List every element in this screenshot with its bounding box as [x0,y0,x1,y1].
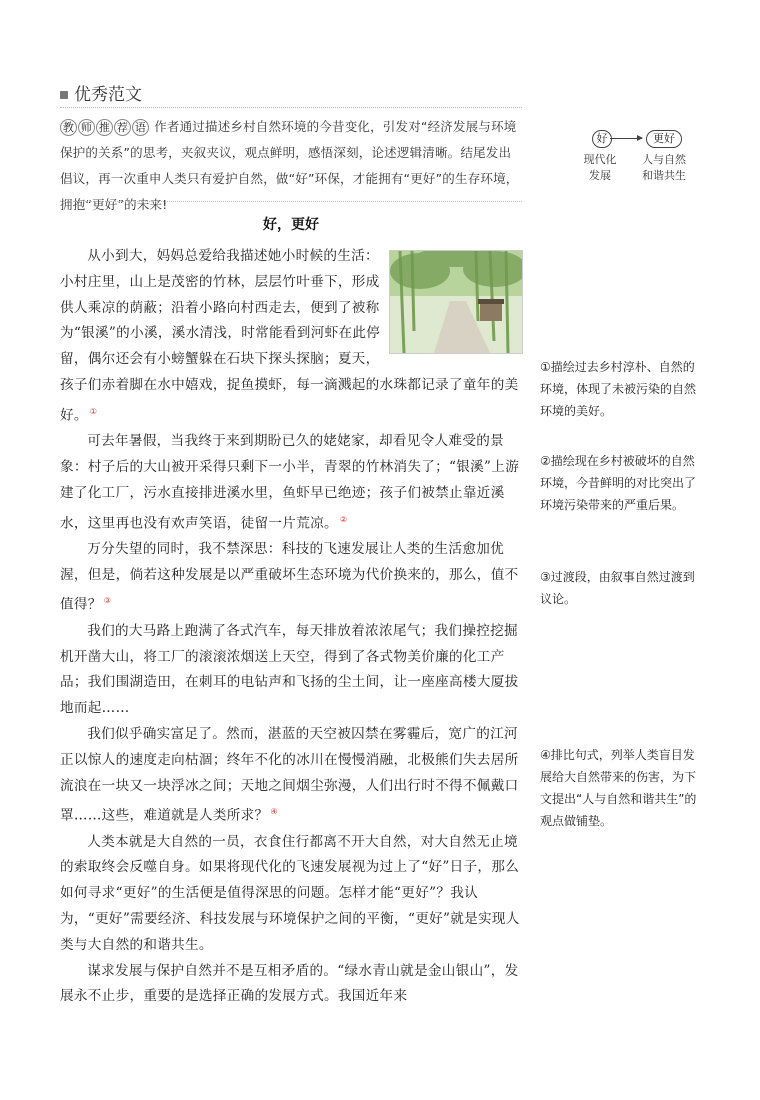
intro-text: 作者通过描述乡村自然环境的今昔变化，引发对“经济发展与环境保护的关系”的思考，夹叙夹议，观点鲜明，感悟深刻，论述逻辑清晰。结尾发出倡议，再一次重申人类只有爱护自然，做“好”环保，才能拥有“更好”的生存环境，拥抱“更好”的未来! [60,119,519,212]
divider-top [60,107,522,108]
teacher-recommendation [60,114,522,218]
paragraph [60,619,523,722]
paragraph [60,959,523,1011]
essay-title: 好，更好 [263,217,319,233]
paragraph-text: 可去年暑假，当我终于来到期盼已久的姥姥家，却看见令人难受的景象：村子后的大山被开采得只剩下一小半，青翠的竹林消失了；“银溪”上游建了化工厂，污水直接排进溪水里，鱼虾早已绝迹；孩子们被禁止靠近溪水，这里再也没有欢声笑语，徒留一片荒凉。 [60,433,520,532]
node-better: 更好 [646,130,682,148]
paragraph [60,722,523,830]
section-title [60,80,142,105]
margin-note: ②描绘现在乡村被破坏的自然环境，今昔鲜明的对比突出了环境污染带来的严重后果。 [540,454,697,512]
paragraph-text: 我们的大马路上跑满了各式汽车，每天排放着浓浓尾气；我们操控挖掘机开凿大山，将工厂的滚滚浓烟送上天空，得到了各式物美价廉的化工产品；我们围湖造田，在刺耳的电钻声和飞扬的尘土间，让一座座高楼大厦拔地而起…… [60,622,519,717]
bamboo-path-image [389,250,523,354]
theme-diagram [580,128,710,188]
paragraph-text: 万分失望的同时，我不禁深思：科技的飞速发展让人类的生活愈加优渥，但是，倘若这种发展是以严重破坏生态环境为代价换来的，那么，值不值得？ [60,540,519,613]
note-ref: ③ [103,596,112,606]
paragraph [60,830,523,959]
margin-note: ①描绘过去乡村淳朴、自然的环境，体现了未被污染的自然环境的美好。 [540,360,697,418]
note-ref: ② [339,514,348,524]
badge-char: 荐 [114,119,131,136]
paragraph [60,244,523,429]
paragraph-text: 人类本就是大自然的一员，衣食住行都离不开大自然，对大自然无止境的索取终会反噬自身。如果将现代化的飞速发展视为过上了“好”日子，那么如何寻求“更好”的生活便是值得深思的问题。怎样才能“更好”？我认为，“更好”需要经济、科技发展与环境保护之间的平衡，“更好”就是实现人类与大自然的和谐共生。 [60,833,520,953]
paragraph-text: 我们似乎确实富足了。然而，湛蓝的天空被囚禁在雾霾后，宽广的江河正以惊人的速度走向枯涸；终年不化的冰川在慢慢消融，北极熊们失去居所流浪在一块又一块浮冰之间；天地之间烟尘弥漫，人们出行时不得不佩戴口罩……这些，难道就是人类所求？ [60,725,519,824]
note-ref: ④ [270,807,278,817]
badge-char: 语 [132,119,149,136]
essay-body [60,244,523,1010]
badge-char: 教 [60,119,77,136]
caption-harmony: 人与自然 和谐共生 [642,153,686,182]
margin-note: ③过渡段，由叙事自然过渡到议论。 [540,570,695,606]
caption-modernization: 现代化 发展 [583,153,617,182]
badge-char: 师 [78,119,95,136]
paragraph-text: 谋求发展与保护自然并不是互相矛盾的。“绿水青山就是金山银山”，发展永不止步，重要的是选择正确的发展方式。我国近年来 [60,962,519,1005]
paragraph-text: 从小到大，妈妈总爱给我描述她小时候的生活：小村庄里，山上是茂密的竹林，层层竹叶垂下，形成供人乘凉的荫蔽；沿着小路向村西走去，便到了被称为“银溪”的小溪，溪水清浅，时常能看到河虾在此停留，偶尔还会有小螃蟹躲在石块下探头探脑；夏天，孩子们赤着脚在水中嬉戏，捉鱼摸虾，每一滴溅起的水珠都记录了童年的美好。 [60,248,519,424]
arrow-icon [610,138,642,139]
section-marker-icon [60,91,68,99]
paragraph [60,537,523,619]
badge-char: 推 [96,119,113,136]
divider-bottom [60,201,522,202]
margin-note: ④排比句式，列举人类盲目发展给大自然带来的伤害，为下文提出“人与自然和谐共生”的观点做铺垫。 [540,748,697,828]
note-ref: ① [89,406,98,416]
node-good: 好 [592,130,612,148]
section-title-text: 优秀范文 [74,85,142,105]
paragraph [60,429,523,537]
